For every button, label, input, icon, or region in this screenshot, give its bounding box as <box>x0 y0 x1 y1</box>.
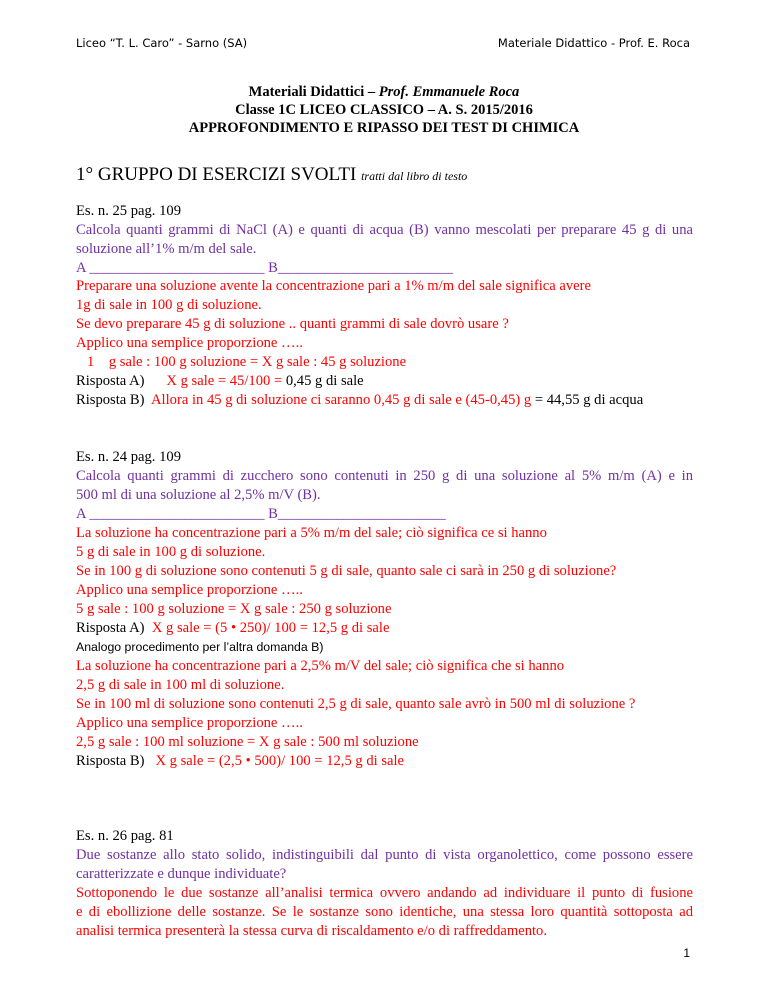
ex3-answer-2: e di ebollizione delle sostanze. Se le sostanze sono identiche, una stessa loro quantità sottoposta ad <box>76 904 693 920</box>
ex1-answer-4: Applico una semplice proporzione ….. <box>76 335 303 351</box>
ex1-ref: Es. n. 25 pag. 109 <box>76 203 181 219</box>
ex1-response-a-label: Risposta A) <box>76 373 167 389</box>
ex1-answer-3: Se devo preparare 45 g di soluzione .. quanti grammi di sale dovrò usare ? <box>76 316 509 332</box>
ex2-response-a-label: Risposta A) <box>76 620 152 636</box>
ex3-answer-3: analisi termica presenterà la stessa curva di riscaldamento e/o di raffreddamento. <box>76 923 547 939</box>
ex1-response-a-formula: X g sale = 45/100 = <box>166 373 286 389</box>
ex2-response-b-label: Risposta B) <box>76 753 156 769</box>
ex3-question-1: Due sostanze allo stato solido, indistinguibili dal punto di vista organolettico, come possono essere <box>76 847 693 863</box>
ex2-answer-5: 5 g sale : 100 g soluzione = X g sale : 250 g soluzione <box>76 601 392 617</box>
ex2-answer-4: Applico una semplice proporzione ….. <box>76 582 303 598</box>
section-heading-text: 1° GRUPPO DI ESERCIZI SVOLTI <box>76 164 362 185</box>
ex2-b-answer-4: Applico una semplice proporzione ….. <box>76 715 303 731</box>
ex2-answer-3: Se in 100 g di soluzione sono contenuti 5 g di sale, quanto sale ci sarà in 250 g di soluzione? <box>76 563 617 579</box>
page-number: 1 <box>683 946 690 960</box>
ex2-response-b <box>76 753 404 770</box>
ex1-response-b-result: = 44,55 g di acqua <box>531 392 644 408</box>
ex1-response-b-label: Risposta B) <box>76 392 152 408</box>
ex2-question-1: Calcola quanti grammi di zucchero sono contenuti in 250 g di una soluzione al 5% m/m (A) e in <box>76 468 693 484</box>
header-left: Liceo “T. L. Caro” - Sarno (SA) <box>76 36 248 50</box>
ex3-answer-1: Sottoponendo le due sostanze all’analisi termica ovvero andando ad individuare il punto di fusione <box>76 885 693 901</box>
ex1-question-1: Calcola quanti grammi di NaCl (A) e quanti di acqua (B) vanno mescolati per preparare 45 g di una <box>76 222 693 238</box>
ex1-answer-5: 1 g sale : 100 g soluzione = X g sale : 45 g soluzione <box>76 354 407 370</box>
ex2-response-b-formula: X g sale = (2,5 • 500)/ 100 = 12,5 g di sale <box>155 753 405 769</box>
ex2-b-answer-3: Se in 100 ml di soluzione sono contenuti 2,5 g di sale, quanto sale avrò in 500 ml di soluzione ? <box>76 696 636 712</box>
ex1-blanks: A ________________________ B________________________ <box>76 260 454 276</box>
ex2-question-2: 500 ml di una soluzione al 2,5% m/V (B). <box>76 487 321 503</box>
section-subtitle: tratti dal libro di testo <box>361 169 468 183</box>
title-line-3: APPROFONDIMENTO E RIPASSO DEI TEST DI CHIMICA <box>188 120 580 136</box>
header-right: Materiale Didattico - Prof. E. Roca <box>497 36 690 50</box>
ex1-answer-2: 1g di sale in 100 g di soluzione. <box>76 297 262 313</box>
ex1-response-b-text: Allora in 45 g di soluzione ci saranno 0,45 g di sale e (45-0,45) g <box>151 392 532 408</box>
ex2-b-answer-2: 2,5 g di sale in 100 ml di soluzione. <box>76 677 285 693</box>
ex1-answer-1: Preparare una soluzione avente la concentrazione pari a 1% m/m del sale significa avere <box>76 278 591 294</box>
ex2-b-answer-1: La soluzione ha concentrazione pari a 2,5% m/V del sale; ciò significa che si hanno <box>76 658 565 674</box>
ex1-response-a <box>76 373 364 390</box>
ex2-ref: Es. n. 24 pag. 109 <box>76 449 181 465</box>
ex2-answer-1: La soluzione ha concentrazione pari a 5% m/m del sale; ciò significa ce si hanno <box>76 525 547 541</box>
title-author: Prof. Emmanuele Roca <box>378 84 520 100</box>
title-line-1 <box>0 84 768 101</box>
title-prefix: Materiali Didattici – <box>248 84 379 100</box>
ex2-blanks: A ________________________ B_______________________ <box>76 506 446 522</box>
ex2-note: Analogo procedimento per l’altra domanda B) <box>76 640 324 654</box>
ex2-response-a-formula: X g sale = (5 • 250)/ 100 = 12,5 g di sale <box>151 620 390 636</box>
ex2-response-a <box>76 620 389 637</box>
ex3-ref: Es. n. 26 pag. 81 <box>76 828 174 844</box>
title-line-2: Classe 1C LICEO CLASSICO – A. S. 2015/2016 <box>235 102 533 118</box>
ex1-response-b <box>76 392 643 409</box>
ex2-answer-2: 5 g di sale in 100 g di soluzione. <box>76 544 266 560</box>
section-heading <box>76 164 467 186</box>
ex1-response-a-result: 0,45 g di sale <box>285 373 364 389</box>
ex3-question-2: caratterizzate e dunque individuate? <box>76 866 287 882</box>
ex2-b-answer-5: 2,5 g sale : 100 ml soluzione = X g sale : 500 ml soluzione <box>76 734 419 750</box>
ex1-question-2: soluzione all’1% m/m del sale. <box>76 241 257 257</box>
